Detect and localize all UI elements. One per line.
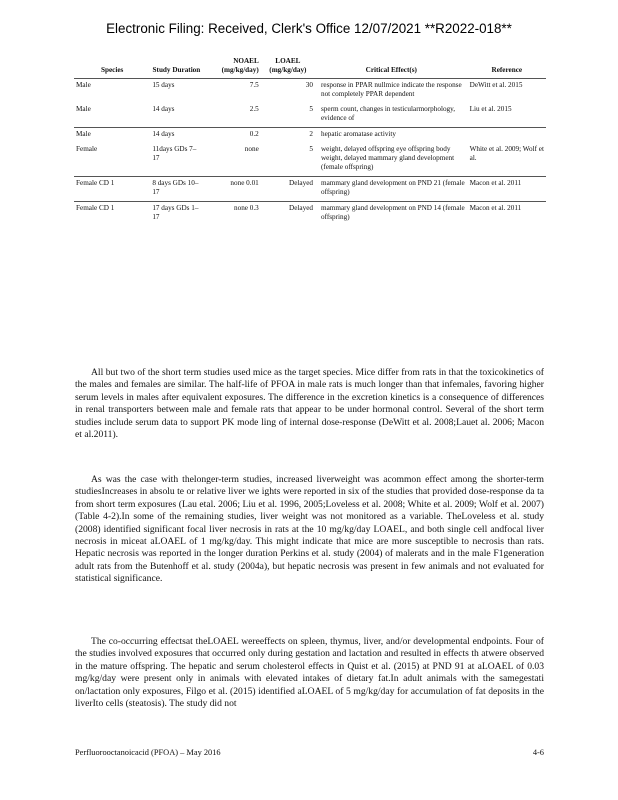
cell-critical-effect: weight, delayed offspring eye offspring body weight, delayed mammary gland development (female offspring) xyxy=(320,145,455,171)
filing-header: Electronic Filing: Received, Clerk's Office 12/07/2021 **R2022-018** xyxy=(106,21,512,36)
cell-loael: 5 xyxy=(309,105,313,113)
cell-loael: Delayed xyxy=(261,177,315,202)
cell-duration: 15 days xyxy=(152,81,175,89)
page-footer xyxy=(75,748,544,757)
table-header-row xyxy=(74,57,546,79)
table-row xyxy=(74,202,546,227)
cell-species: Female CD 1 xyxy=(74,177,150,202)
cell-critical-effect: response in PPAR nullmice indicate the response not completely PPAR dependent xyxy=(320,81,462,98)
cell-species: Female CD 1 xyxy=(74,202,150,227)
cell-critical-effect: sperm count, changes in testicularmorphology, evidence of xyxy=(320,105,456,122)
cell-reference: Liu et al. 2015 xyxy=(469,105,512,113)
col-header-noael: NOAEL (mg/kg/day) xyxy=(221,57,259,74)
cell-duration: 14 days xyxy=(152,105,175,113)
col-header-reference: Reference xyxy=(491,65,523,74)
cell-noael: 0.2 xyxy=(203,128,261,144)
col-header-loael: LOAEL (mg/kg/day) xyxy=(269,57,307,74)
cell-duration: 11days GDs 7–17 xyxy=(152,145,197,162)
cell-loael: 30 xyxy=(305,81,313,89)
cell-reference: White et al. 2009; Wolf et al. xyxy=(469,145,544,162)
table-row xyxy=(74,177,546,202)
col-header-critical-effects: Critical Effect(s) xyxy=(365,65,417,74)
cell-noael: none 0.3 xyxy=(203,202,261,227)
cell-reference xyxy=(468,128,546,144)
table-row xyxy=(74,128,546,144)
body-paragraph-3: The co-occurring effectsat theLOAEL wereeffects on spleen, thymus, liver, and/or developmental endpoints. Four of the studies involved exposures that occurred only during gestation and lactation and resulted in effects th atwere observed in the mature offspring. The hepatic and serum cholesterol effects in Quist et al. (2015) at PND 91 at aLOAEL of 0.03 mg/kg/day were present only in animals with elevated intakes of dietary fat.In adult animals with the samegestati on/lactation only exposures, Filgo et al. (2015) identified aLOAEL of 5 mg/kg/day for accumulation of fat deposits in the liverIto cells (steatosis). The study did not xyxy=(75,636,544,710)
col-header-duration: Study Duration xyxy=(152,65,201,74)
body-paragraph-1: All but two of the short term studies used mice as the target species. Mice differ from rats in that the toxicokinetics of the males and females are similar. The half-life of PFOA in male rats is much longer than that infemales, favoring higher serum levels in males after equivalent exposures. The difference in the excretion kinetics is a consequence of differences in renal transporters between male and female rats that appear to be under hormonal control. Several of the short term studies include serum data to support PK mode ling of internal dose-response (DeWitt et al. 2008;Lauet al. 2006; Macon et al.2011). xyxy=(75,367,544,441)
cell-loael: 2 xyxy=(261,128,315,144)
cell-reference: Macon et al. 2011 xyxy=(468,177,546,202)
cell-duration: 14 days xyxy=(150,128,202,144)
cell-species: Male xyxy=(74,128,150,144)
body-paragraph-2: As was the case with thelonger-term studies, increased liverweight was acommon effect among the shorter-term studiesIncreases in absolu te or relative liver we ights were reported in six of the studies that provided dose-response da ta from short term exposures (Lau etal. 2006; Liu et al. 1996, 2005;Loveless et al. 2008; White et al. 2009; Wolf et al. 2007) (Table 4-2).In some of the remaining studies, liver weight was not monitored as a variable. TheLoveless et al. study (2008) identified significant focal liver necrosis in rats at the 10 mg/kg/day LOAEL, and both single cell andfocal liver necrosis in miceat aLOAEL of 1 mg/kg/day. This might indicate that mice are more susceptible to necrosis than rats. Hepatic necrosis was reported in the longer duration Perkins et al. study (2004) of malerats and in the male F1generation adult rats from the Butenhoff et al. study (2004a), but hepatic necrosis was present in few animals and not evaluated for statistical significance. xyxy=(75,474,544,585)
cell-critical-effect: mammary gland development on PND 14 (female offspring) xyxy=(315,202,468,227)
cell-loael: Delayed xyxy=(261,202,315,227)
page-number: 4-6 xyxy=(532,748,544,757)
cell-species: Female xyxy=(76,145,98,153)
col-header-species: Species xyxy=(100,65,124,74)
table-row xyxy=(74,103,546,128)
cell-noael: none xyxy=(244,145,259,153)
table-row xyxy=(74,143,546,177)
cell-duration: 17 days GDs 1–17 xyxy=(150,202,202,227)
cell-critical-effect: hepatic aromatase activity xyxy=(315,128,468,144)
cell-species: Male xyxy=(76,105,91,113)
cell-reference: DeWitt et al. 2015 xyxy=(469,81,523,89)
dose-response-table xyxy=(74,57,546,226)
cell-reference: Macon et al. 2011 xyxy=(468,202,546,227)
cell-noael: 7.5 xyxy=(249,81,259,89)
cell-species: Male xyxy=(76,81,91,89)
footer-document-title: Perfluorooctanoicacid (PFOA) – May 2016 xyxy=(75,748,221,757)
cell-duration: 8 days GDs 10–17 xyxy=(150,177,202,202)
table-row xyxy=(74,79,546,104)
cell-loael: 5 xyxy=(309,145,313,153)
cell-noael: 2.5 xyxy=(249,105,259,113)
cell-critical-effect: mammary gland development on PND 21 (female offspring) xyxy=(315,177,468,202)
cell-noael: none 0.01 xyxy=(203,177,261,202)
